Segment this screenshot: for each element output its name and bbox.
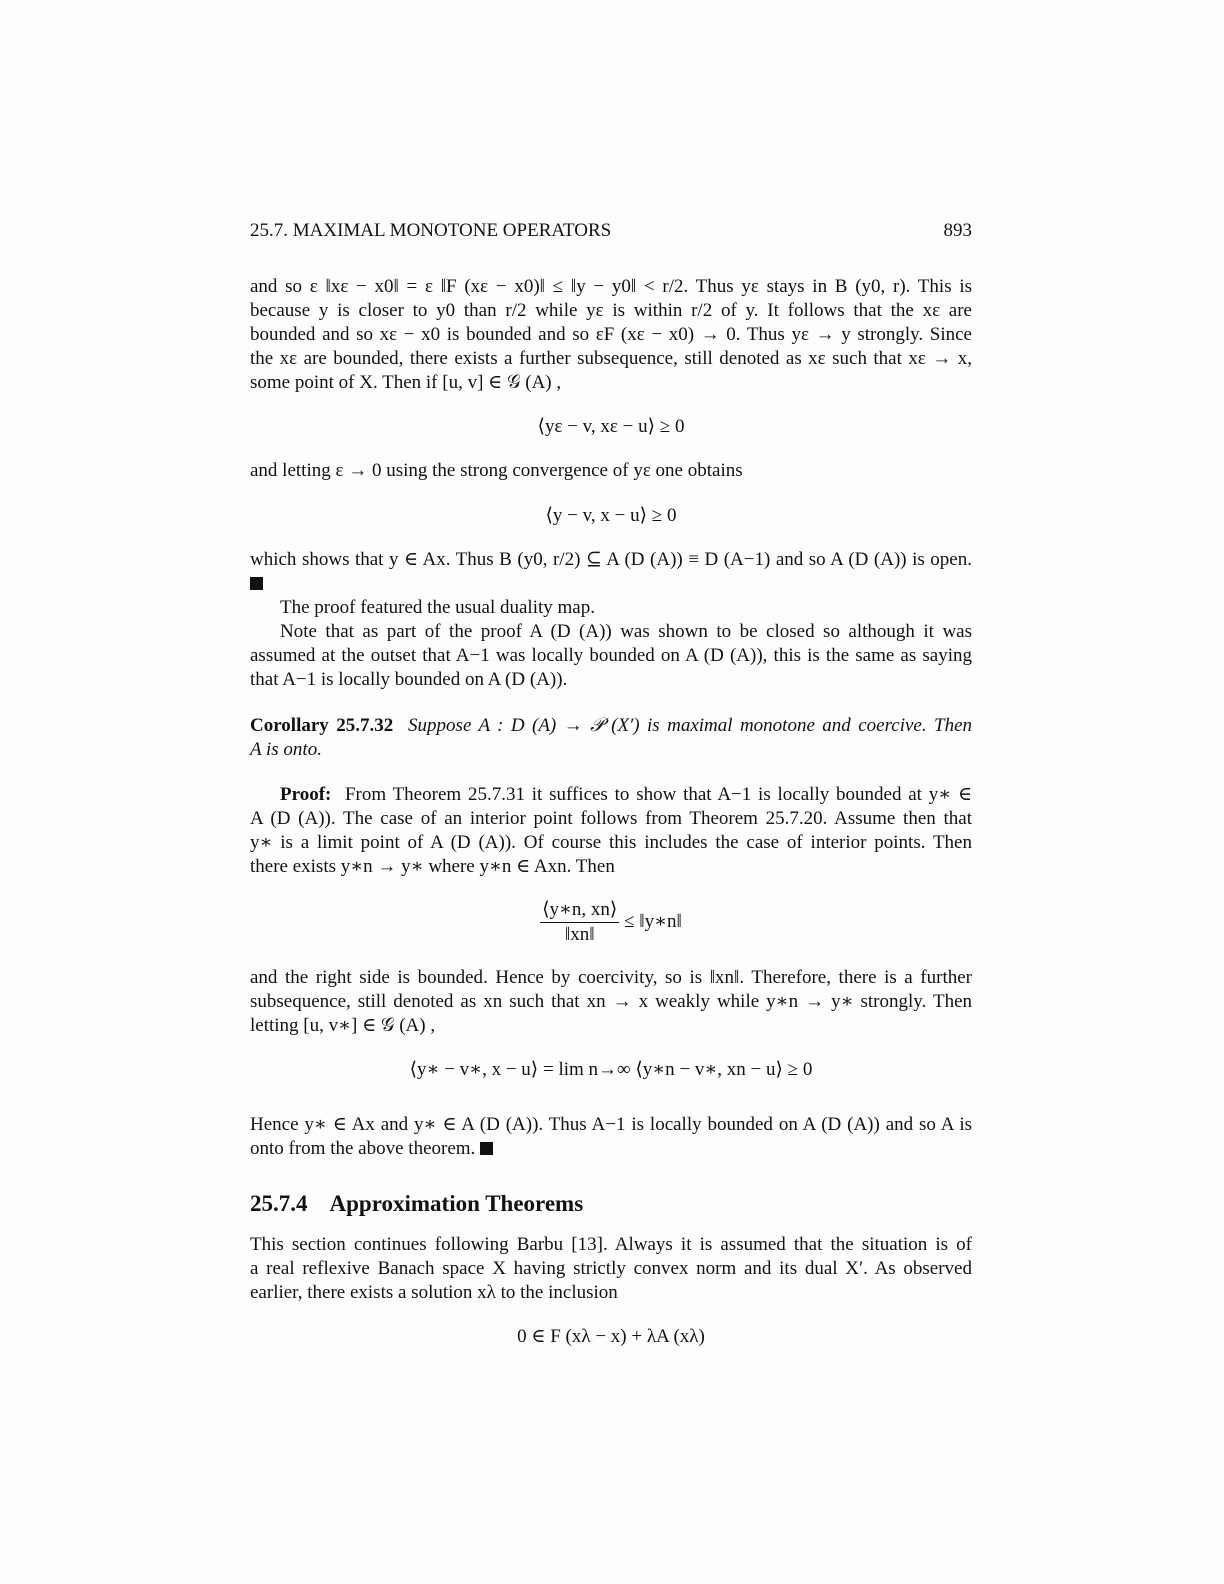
paragraph-line: assumed at the outset that A−1 was locally bounded on A (D (A)), this is the same as saying bbox=[250, 645, 972, 666]
paragraph-line: subsequence, still denoted as xn such that xn → x weakly while y∗n → y∗ strongly. Then bbox=[250, 991, 972, 1012]
paragraph-line: letting [u, v∗] ∈ 𝒢 (A) , bbox=[250, 1015, 436, 1036]
paragraph-line: This section continues following Barbu [13]. Always it is assumed that the situation is of bbox=[250, 1234, 972, 1255]
section-number: 25.7.4 bbox=[250, 1191, 308, 1216]
corollary-label: Corollary 25.7.32 bbox=[250, 715, 394, 736]
paragraph-line: some point of X. Then if [u, v] ∈ 𝒢 (A) , bbox=[250, 372, 562, 393]
proof-line: there exists y∗n → y∗ where y∗n ∈ Axn. Then bbox=[250, 856, 615, 877]
section-heading bbox=[250, 1191, 583, 1217]
paragraph-line: The proof featured the usual duality map. bbox=[280, 597, 595, 618]
proof-line: y∗ is a limit point of A (D (A)). Of course this includes the case of interior points. Then bbox=[250, 832, 972, 853]
paragraph-line: and the right side is bounded. Hence by coercivity, so is ‖xn‖. Therefore, there is a further bbox=[250, 967, 972, 988]
running-header bbox=[250, 220, 972, 242]
qed-symbol bbox=[480, 1142, 493, 1155]
corollary-line bbox=[250, 738, 972, 762]
qed-symbol bbox=[250, 577, 263, 590]
page-number: 893 bbox=[943, 220, 972, 241]
corollary-line bbox=[250, 714, 972, 738]
paragraph-line: and so ε ‖xε − x0‖ = ε ‖F (xε − x0)‖ ≤ ‖y − y0‖ < r/2. Thus yε stays in B (y0, r). This is bbox=[250, 276, 972, 297]
paragraph-line: earlier, there exists a solution xλ to the inclusion bbox=[250, 1282, 618, 1303]
running-title: 25.7. MAXIMAL MONOTONE OPERATORS bbox=[250, 220, 612, 241]
fraction-denominator: ‖xn‖ bbox=[564, 924, 595, 945]
proof-text: From Theorem 25.7.31 it suffices to show that A−1 is locally bounded at y∗ ∈ bbox=[344, 784, 973, 805]
equation-rhs: ≤ ‖y∗n‖ bbox=[624, 910, 682, 932]
paragraph-line: Note that as part of the proof A (D (A)) was shown to be closed so although it was bbox=[280, 621, 972, 642]
paragraph-line: the xε are bounded, there exists a further subsequence, still denoted as xε such that xε → x, bbox=[250, 348, 972, 369]
display-equation: ⟨yε − v, xε − u⟩ ≥ 0 bbox=[537, 416, 685, 437]
proof-label: Proof: bbox=[280, 784, 332, 805]
display-equation bbox=[250, 898, 972, 950]
paragraph-line: because y is closer to y0 than r/2 while yε is within r/2 of y. It follows that the xε are bbox=[250, 300, 972, 321]
paragraph-line: bounded and so xε − x0 is bounded and so εF (xε − x0) → 0. Thus yε → y strongly. Since bbox=[250, 324, 972, 345]
fraction-numerator: ⟨y∗n, xn⟩ bbox=[540, 898, 619, 923]
paragraph-line: and letting ε → 0 using the strong convergence of yε one obtains bbox=[250, 460, 743, 481]
corollary-text: A is onto. bbox=[250, 739, 322, 760]
corollary-text: Suppose A : D (A) → 𝒫 (X′) is maximal monotone and coercive. Then bbox=[408, 715, 972, 736]
display-equation: ⟨y∗ − v∗, x − u⟩ = lim n→∞ ⟨y∗n − v∗, xn − u⟩ ≥ 0 bbox=[409, 1059, 813, 1080]
proof-line: A (D (A)). The case of an interior point follows from Theorem 25.7.20. Assume then that bbox=[250, 808, 972, 829]
paragraph-text: onto from the above theorem. bbox=[250, 1138, 476, 1159]
section-title: Approximation Theorems bbox=[329, 1191, 584, 1216]
display-equation: ⟨y − v, x − u⟩ ≥ 0 bbox=[545, 505, 677, 526]
paragraph-line: a real reflexive Banach space X having strictly convex norm and its dual X′. As observed bbox=[250, 1258, 972, 1279]
paragraph-line: which shows that y ∈ Ax. Thus B (y0, r/2) ⊆ A (D (A)) ≡ D (A−1) and so A (D (A)) is open. bbox=[250, 549, 972, 570]
paragraph-line: that A−1 is locally bounded on A (D (A)). bbox=[250, 669, 568, 690]
fraction bbox=[540, 898, 619, 947]
paragraph-line: Hence y∗ ∈ Ax and y∗ ∈ A (D (A)). Thus A−1 is locally bounded on A (D (A)) and so A is bbox=[250, 1114, 972, 1135]
paragraph-line bbox=[250, 1137, 972, 1161]
proof-line bbox=[250, 783, 972, 807]
display-equation: 0 ∈ F (xλ − x) + λA (xλ) bbox=[517, 1326, 705, 1347]
qed-line bbox=[250, 572, 972, 596]
